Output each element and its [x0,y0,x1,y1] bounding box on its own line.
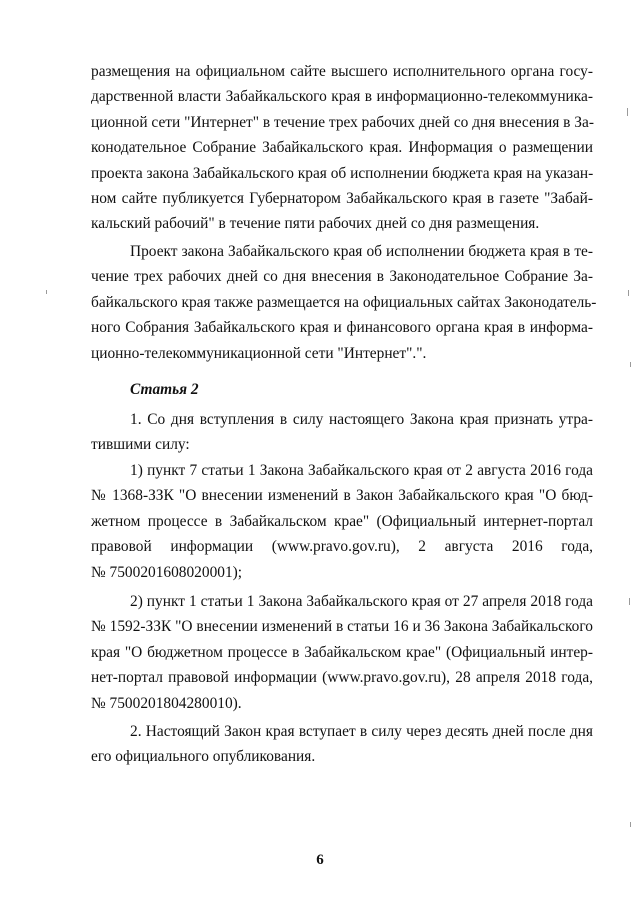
text-line: 2. Настоящий Закон края вступает в силу через десять дней после дня [130,723,593,740]
article-paragraph-4 [91,719,593,770]
text-line: № 1592-ЗЗК "О внесении изменений в статьи 16 и 36 Закона Забайкальского [91,618,593,636]
paragraph-1 [91,59,593,237]
text-line: 1. Со дня вступления в силу настоящего Закона края признать утра- [130,411,593,428]
text-line: № 7500201608020001); [91,563,243,581]
scan-artifact [628,290,629,296]
scan-artifact [46,290,47,294]
text-line: ном сайте публикуется Губернатором Забайкальского края в газете "Забай- [91,189,593,207]
text-line: № 1368-ЗЗК "О внесении изменений в Закон Забайкальского края "О бюд- [91,487,593,505]
scan-artifact [629,598,630,605]
page-number: 6 [316,852,324,868]
text-line: 1) пункт 7 статьи 1 Закона Забайкальского края от 2 августа 2016 года [130,462,593,479]
article-paragraph-1 [91,407,593,458]
text-line: правовой информации (www.pravo.gov.ru), 2 августа 2016 года, [91,538,593,556]
text-line: чение трех рабочих дней со дня внесения в Законодательное Собрание За- [91,268,593,286]
text-line: нет-портал правовой информации (www.pravo.gov.ru), 28 апреля 2018 года, [91,669,593,687]
text-line: байкальского края также размещается на официальных сайтах Законодатель- [91,293,597,311]
text-line: 2) пункт 1 статьи 1 Закона Забайкальского края от 27 апреля 2018 года [130,593,593,610]
text-line: ционно-телекоммуникационной сети "Интернет".". [91,344,427,362]
scan-artifact [630,362,631,367]
text-line: тившими силу: [91,436,190,454]
text-line: ного Собрания Забайкальского края и финансового органа края в информа- [91,319,593,337]
scan-artifact [630,822,631,827]
text-line: его официального опубликования. [91,748,316,766]
article-paragraph-2 [91,458,593,585]
article-heading: Статья 2 [130,381,199,398]
text-line: проекта закона Забайкальского края об исполнении бюджета края на указан- [91,164,594,182]
text-line: конодательное Собрание Забайкальского края. Информация о размещении [91,139,593,157]
text-line: ционной сети "Интернет" в течение трех рабочих дней со дня внесения в За- [91,113,594,131]
text-line: кальский рабочий" в течение пяти рабочих дней со дня размещения. [91,215,540,233]
scan-artifact [627,108,628,116]
text-line: жетном процессе в Забайкальском крае" (Официальный интернет-портал [91,512,593,530]
text-line: Проект закона Забайкальского края об исполнении бюджета края в те- [130,243,593,260]
paragraph-2 [91,239,597,366]
text-line: размещения на официальном сайте высшего исполнительного органа госу- [91,63,593,80]
text-line: дарственной власти Забайкальского края в информационно-телекоммуника- [91,88,593,106]
text-line: № 7500201804280010). [91,694,242,712]
article-paragraph-3 [91,589,593,716]
text-line: края "О бюджетном процессе в Забайкальском крае" (Официальный интер- [91,643,593,661]
